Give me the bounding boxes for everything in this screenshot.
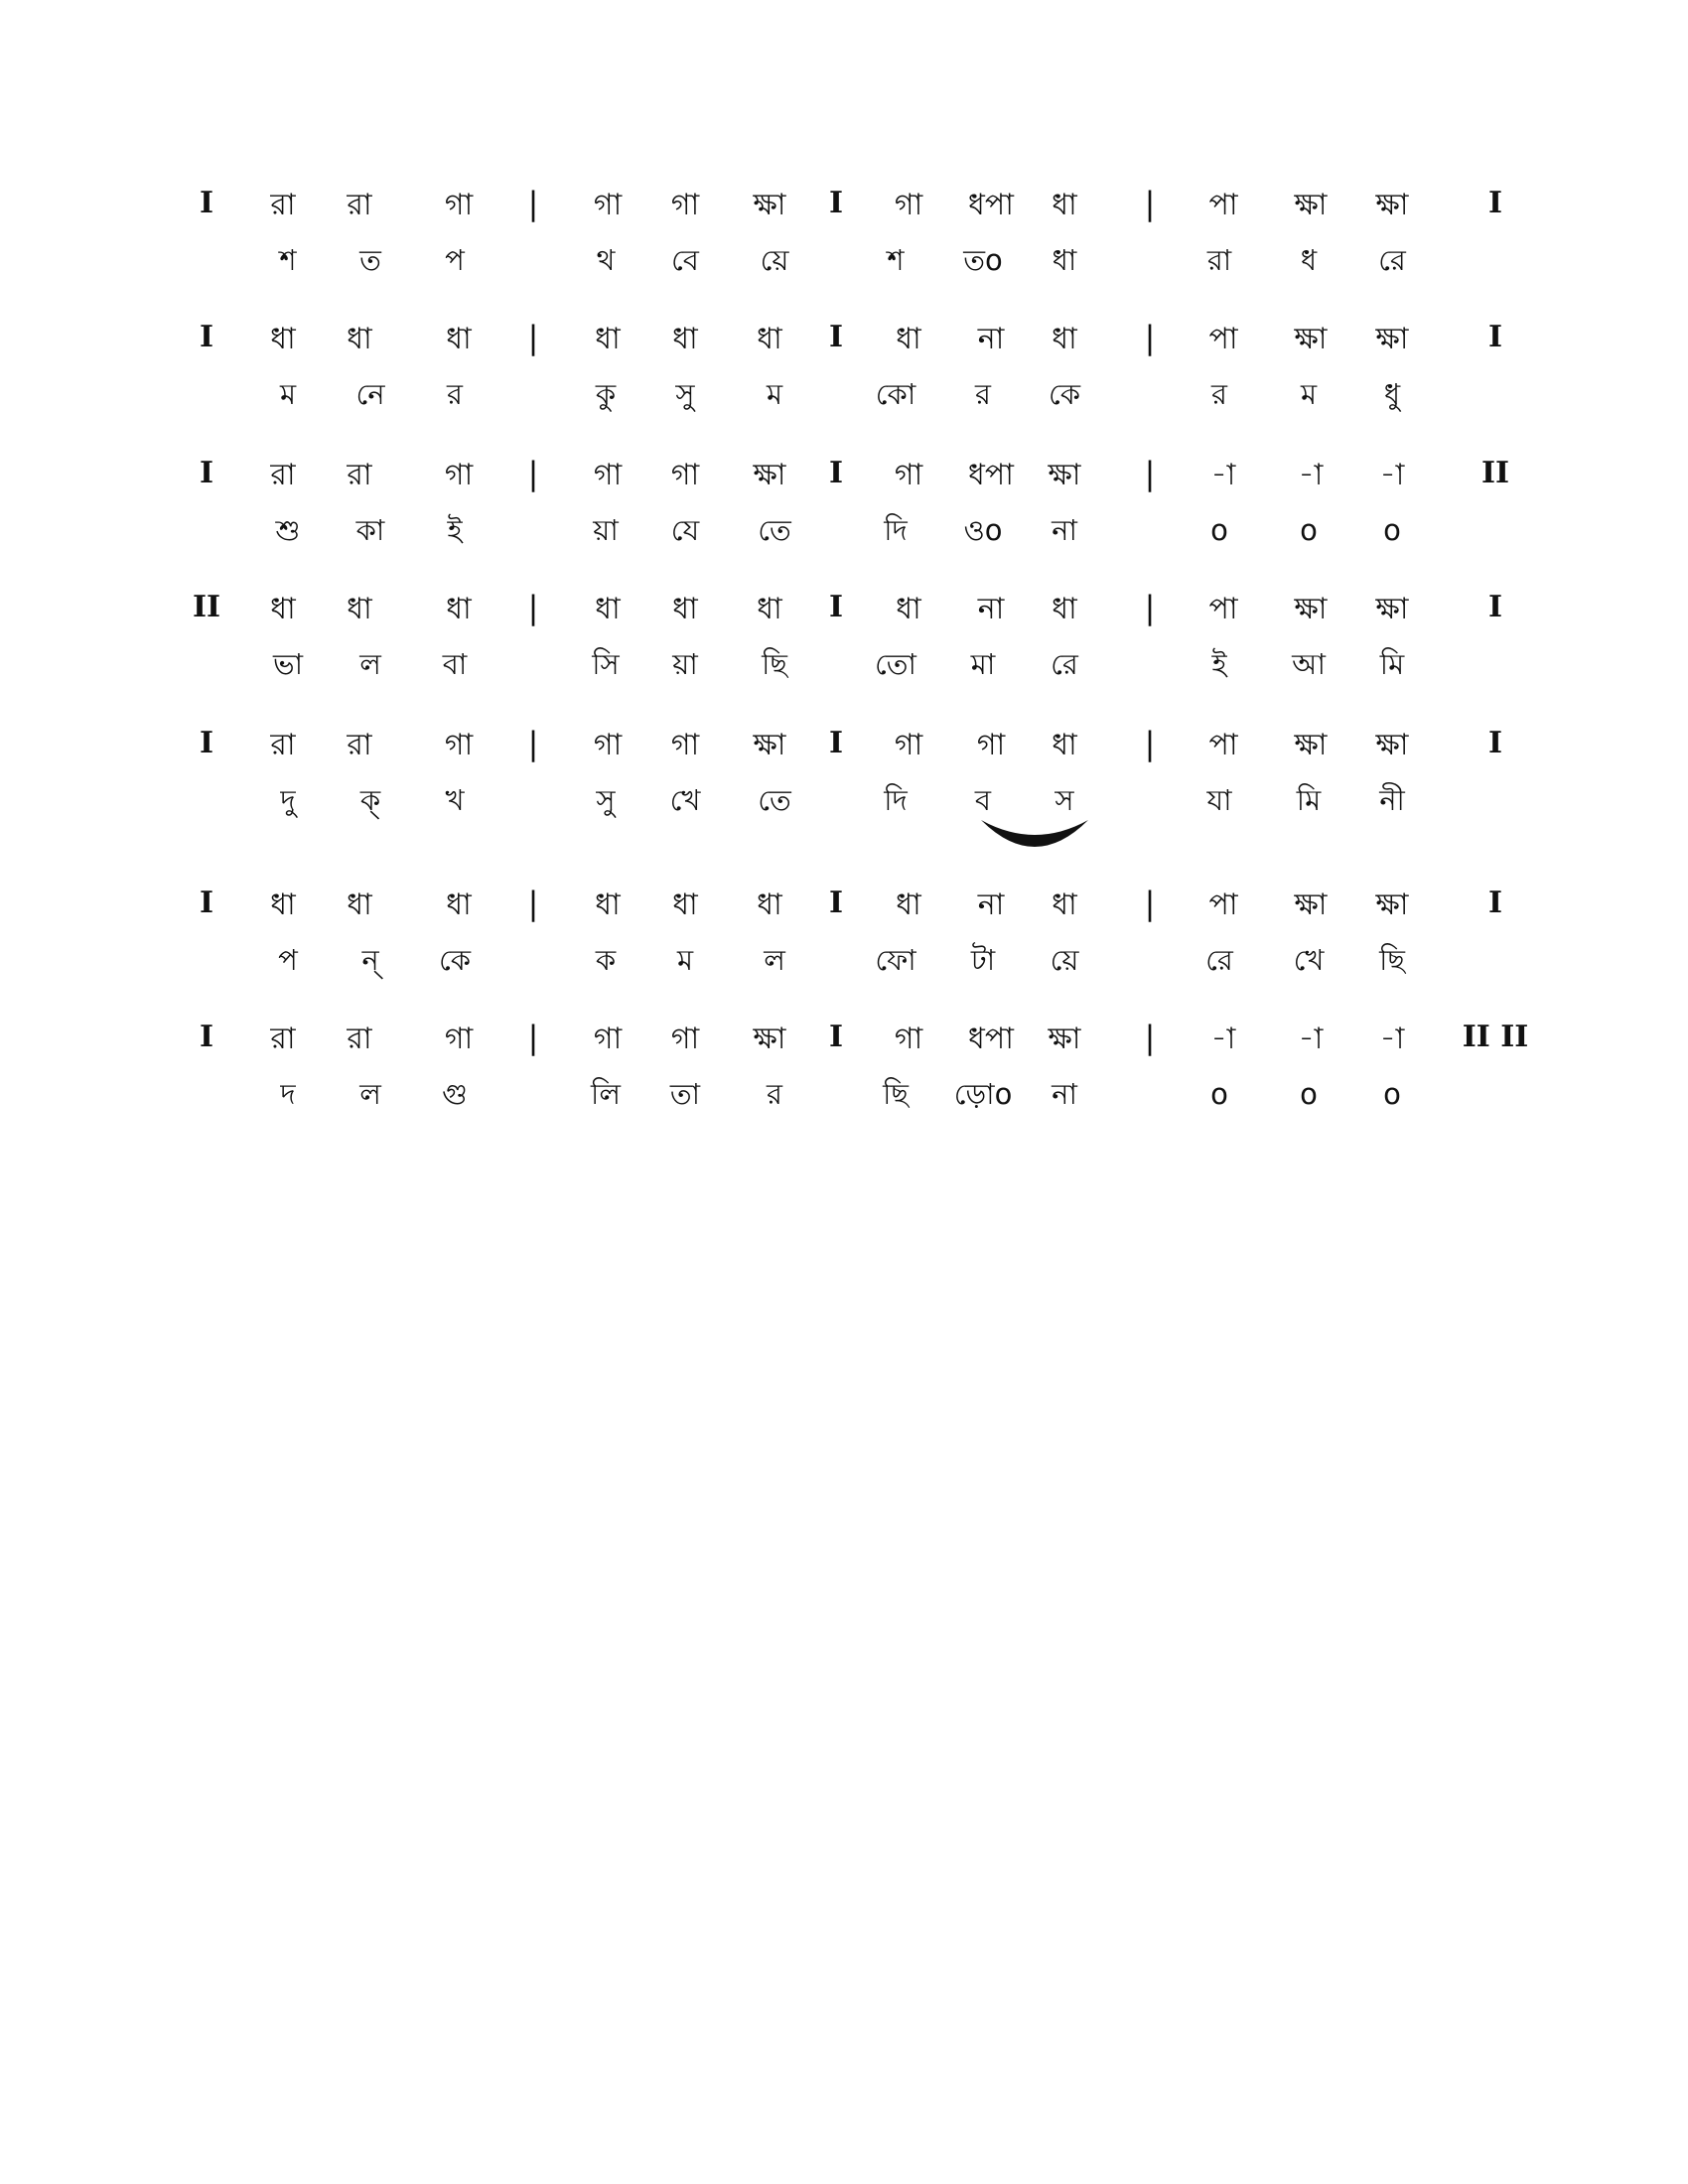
lyric-syllable: দু (280, 783, 296, 817)
note-syllable: গা (593, 1022, 623, 1056)
line-start-barline: I (199, 726, 214, 760)
lyric-syllable: ত (359, 243, 381, 277)
measure-barline: I (828, 456, 844, 490)
note-syllable: না (977, 322, 1005, 356)
lyric-syllable: কু (595, 377, 617, 411)
lyric-syllable: না (1052, 1077, 1077, 1111)
note-syllable: রা (270, 458, 296, 492)
lyric-syllable: রে (1378, 243, 1406, 277)
lyric-syllable: ল (764, 943, 785, 977)
line-end-barline: I (1487, 886, 1503, 920)
lyric-syllable: ছি (1379, 943, 1405, 977)
note-syllable: ক্ষা (1375, 188, 1409, 222)
note-syllable: ক্ষা (1375, 322, 1409, 356)
note-syllable: -া (1210, 458, 1236, 492)
lyric-syllable: র (767, 1077, 782, 1111)
lyric-syllable: ন্ (361, 943, 379, 977)
measure-barline: I (828, 886, 844, 920)
lyric-syllable: দ (280, 1077, 296, 1111)
lyric-syllable: যা (1206, 783, 1232, 817)
lyric-syllable: ল (359, 647, 381, 681)
lyric-syllable: গু (442, 1077, 468, 1111)
note-syllable: -া (1379, 458, 1405, 492)
lyric-syllable: ο (1210, 1077, 1228, 1111)
note-syllable: না (977, 887, 1005, 922)
lyric-syllable: রে (1051, 647, 1078, 681)
note-syllable: গা (894, 188, 923, 222)
line-start-barline: I (199, 456, 214, 490)
note-syllable: ধা (446, 887, 472, 922)
lyric-syllable: খ (445, 783, 465, 817)
line-end-barline: II II (1462, 1020, 1529, 1054)
lyric-syllable: প (445, 243, 465, 277)
lyric-syllable: ο (1383, 1077, 1401, 1111)
lyric-syllable: মা (970, 647, 996, 681)
note-syllable: ক্ষা (1294, 728, 1328, 762)
note-syllable: ধা (757, 887, 782, 922)
note-syllable: ধপা (968, 188, 1014, 222)
beat-divider: | (527, 589, 539, 626)
note-syllable: ধা (595, 322, 621, 356)
measure-barline: I (828, 186, 844, 220)
lyric-syllable: ধ (1300, 243, 1318, 277)
note-syllable: -া (1298, 458, 1324, 492)
lyric-syllable: ο (1383, 513, 1401, 547)
note-syllable: গা (670, 728, 700, 762)
lyric-syllable: ই (1211, 647, 1227, 681)
note-syllable: ধা (896, 322, 921, 356)
line-end-barline: I (1487, 726, 1503, 760)
beat-divider: | (527, 185, 539, 222)
lyric-syllable: ধা (1052, 243, 1077, 277)
lyric-syllable: ο (1300, 1077, 1318, 1111)
lyric-syllable: নে (355, 377, 385, 411)
note-syllable: ক্ষা (1375, 728, 1409, 762)
lyric-syllable: ম (676, 943, 694, 977)
note-syllable: ধা (595, 887, 621, 922)
note-syllable: ধা (347, 887, 372, 922)
note-syllable: ধা (446, 592, 472, 626)
note-syllable: -া (1298, 1022, 1324, 1056)
lyric-syllable: যে (670, 513, 700, 547)
note-syllable: গা (593, 188, 623, 222)
note-syllable: ক্ষা (1048, 458, 1081, 492)
note-syllable: রা (347, 458, 372, 492)
note-syllable: ধা (1052, 887, 1077, 922)
note-syllable: -া (1379, 1022, 1405, 1056)
note-syllable: ক্ষা (1294, 188, 1328, 222)
lyric-syllable: ক (595, 943, 617, 977)
note-syllable: পা (1208, 322, 1238, 356)
lyric-syllable: মি (1296, 783, 1322, 817)
lyric-syllable: লি (591, 1077, 621, 1111)
beat-divider: | (1144, 885, 1156, 922)
note-syllable: ধা (672, 592, 698, 626)
line-start-barline: II (192, 590, 221, 624)
note-syllable: ধা (347, 592, 372, 626)
line-end-barline: II (1480, 456, 1510, 490)
lyric-syllable: ছি (762, 647, 787, 681)
note-syllable: গা (593, 458, 623, 492)
note-syllable: -া (1210, 1022, 1236, 1056)
line-start-barline: I (199, 886, 214, 920)
lyric-syllable: ক্ (359, 783, 381, 817)
lyric-syllable: য়া (672, 647, 698, 681)
lyric-syllable: তο (963, 243, 1003, 277)
lyric-syllable: প (278, 943, 298, 977)
lyric-syllable: তা (669, 1077, 701, 1111)
note-syllable: গা (444, 728, 474, 762)
note-syllable: ধা (1052, 592, 1077, 626)
lyric-syllable: না (1052, 513, 1077, 547)
note-syllable: রা (270, 188, 296, 222)
note-syllable: গা (894, 458, 923, 492)
measure-barline: I (828, 590, 844, 624)
note-syllable: ধা (757, 592, 782, 626)
lyric-syllable: ο (1300, 513, 1318, 547)
note-syllable: রা (270, 1022, 296, 1056)
line-end-barline: I (1487, 590, 1503, 624)
note-syllable: গা (894, 728, 923, 762)
lyric-syllable: স (1055, 783, 1074, 817)
note-syllable: ক্ষা (1294, 887, 1328, 922)
note-syllable: গা (894, 1022, 923, 1056)
note-syllable: গা (444, 458, 474, 492)
note-syllable: ক্ষা (1048, 1022, 1081, 1056)
slur-mark (979, 816, 1090, 864)
lyric-syllable: তো (875, 647, 916, 681)
beat-divider: | (1144, 589, 1156, 626)
lyric-syllable: শু (275, 513, 301, 547)
lyric-syllable: র (447, 377, 463, 411)
note-syllable: ধপা (968, 458, 1014, 492)
lyric-syllable: তে (758, 783, 791, 817)
note-syllable: পা (1208, 728, 1238, 762)
note-syllable: গা (670, 458, 700, 492)
lyric-syllable: টা (970, 943, 996, 977)
lyric-syllable: য়ে (760, 243, 789, 277)
beat-divider: | (1144, 455, 1156, 492)
note-syllable: গা (444, 1022, 474, 1056)
lyric-syllable: শ (887, 243, 905, 277)
beat-divider: | (1144, 1019, 1156, 1056)
lyric-syllable: ল (359, 1077, 381, 1111)
note-syllable: গা (670, 188, 700, 222)
lyric-syllable: ম (766, 377, 783, 411)
note-syllable: ধা (347, 322, 372, 356)
beat-divider: | (527, 1019, 539, 1056)
lyric-syllable: কে (438, 943, 472, 977)
lyric-syllable: সি (592, 647, 620, 681)
lyric-syllable: রা (1206, 243, 1232, 277)
note-syllable: ধা (896, 592, 921, 626)
lyric-syllable: র (1211, 377, 1227, 411)
note-syllable: পা (1208, 887, 1238, 922)
lyric-syllable: আ (1292, 647, 1326, 681)
lyric-syllable: ভা (272, 647, 304, 681)
lyric-syllable: ওο (963, 513, 1003, 547)
note-syllable: ক্ষা (753, 1022, 786, 1056)
note-syllable: ধা (1052, 188, 1077, 222)
lyric-syllable: য়ে (1050, 943, 1079, 977)
note-syllable: ধা (446, 322, 472, 356)
lyric-syllable: সু (596, 783, 616, 817)
note-syllable: ক্ষা (753, 728, 786, 762)
lyric-syllable: তে (758, 513, 791, 547)
note-syllable: ক্ষা (753, 188, 786, 222)
lyric-syllable: কো (875, 377, 916, 411)
line-end-barline: I (1487, 186, 1503, 220)
note-syllable: ক্ষা (1294, 592, 1328, 626)
lyric-syllable: ড়োο (953, 1077, 1013, 1111)
note-syllable: ধপা (968, 1022, 1014, 1056)
lyric-syllable: রে (1205, 943, 1233, 977)
note-syllable: ধা (757, 322, 782, 356)
beat-divider: | (1144, 319, 1156, 356)
note-syllable: ধা (896, 887, 921, 922)
note-syllable: রা (347, 728, 372, 762)
lyric-syllable: দি (884, 783, 908, 817)
beat-divider: | (527, 319, 539, 356)
lyric-syllable: ছি (883, 1077, 909, 1111)
note-syllable: পা (1208, 188, 1238, 222)
note-syllable: না (977, 592, 1005, 626)
note-syllable: ধা (672, 322, 698, 356)
line-start-barline: I (199, 320, 214, 354)
beat-divider: | (1144, 185, 1156, 222)
lyric-syllable: শ (279, 243, 297, 277)
lyric-syllable: ম (279, 377, 297, 411)
note-syllable: ক্ষা (1294, 322, 1328, 356)
lyric-syllable: কা (355, 513, 385, 547)
lyric-syllable: নী (1379, 783, 1405, 817)
lyric-syllable: বা (442, 647, 468, 681)
line-end-barline: I (1487, 320, 1503, 354)
note-syllable: ক্ষা (753, 458, 786, 492)
note-syllable: রা (347, 1022, 372, 1056)
lyric-syllable: খে (1293, 943, 1325, 977)
note-syllable: গা (593, 728, 623, 762)
note-syllable: ধা (270, 887, 296, 922)
note-syllable: ধা (595, 592, 621, 626)
note-syllable: পা (1208, 592, 1238, 626)
lyric-syllable: মি (1379, 647, 1405, 681)
line-start-barline: I (199, 186, 214, 220)
line-start-barline: I (199, 1020, 214, 1054)
lyric-syllable: বে (671, 243, 699, 277)
lyric-syllable: ο (1210, 513, 1228, 547)
measure-barline: I (828, 726, 844, 760)
beat-divider: | (1144, 725, 1156, 762)
note-syllable: ক্ষা (1375, 592, 1409, 626)
note-syllable: গা (670, 1022, 700, 1056)
beat-divider: | (527, 885, 539, 922)
lyric-syllable: ব (974, 783, 992, 817)
note-syllable: গা (444, 188, 474, 222)
note-syllable: ধা (1052, 728, 1077, 762)
measure-barline: I (828, 320, 844, 354)
lyric-syllable: য়া (593, 513, 619, 547)
note-syllable: ধা (672, 887, 698, 922)
note-syllable: ধা (270, 322, 296, 356)
note-syllable: ক্ষা (1375, 887, 1409, 922)
lyric-syllable: থ (596, 243, 616, 277)
lyric-syllable: ফো (875, 943, 916, 977)
note-syllable: ধা (270, 592, 296, 626)
measure-barline: I (828, 1020, 844, 1054)
lyric-syllable: কে (1048, 377, 1081, 411)
lyric-syllable: দি (884, 513, 908, 547)
note-syllable: রা (270, 728, 296, 762)
lyric-syllable: ই (447, 513, 463, 547)
note-syllable: গা (976, 728, 1006, 762)
note-syllable: রা (347, 188, 372, 222)
lyric-syllable: ধু (1383, 377, 1401, 411)
lyric-syllable: ম (1300, 377, 1318, 411)
lyric-syllable: খে (669, 783, 701, 817)
lyric-syllable: সু (675, 377, 695, 411)
lyric-syllable: র (975, 377, 991, 411)
note-syllable: ধা (1052, 322, 1077, 356)
beat-divider: | (527, 455, 539, 492)
beat-divider: | (527, 725, 539, 762)
